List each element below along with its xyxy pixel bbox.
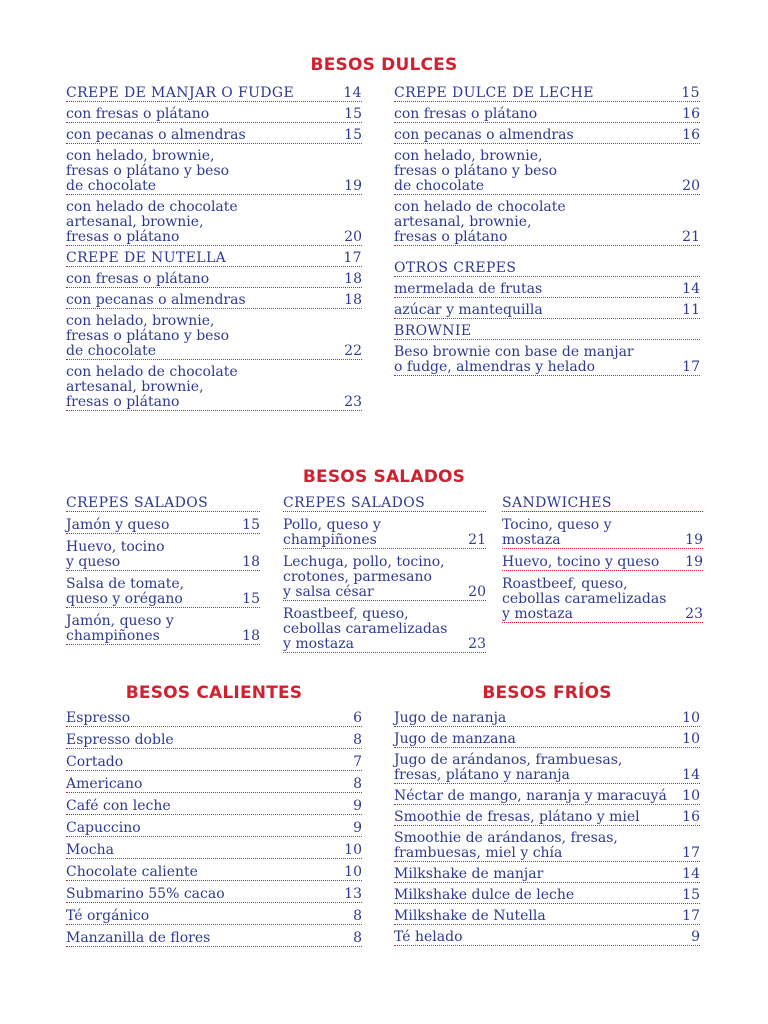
category-name: CREPE DULCE DE LECHE — [394, 85, 594, 101]
item-name: Roastbeef, queso, cebollas caramelizadas y mostaza — [502, 576, 667, 622]
item-name: Milkshake de manjar — [394, 866, 544, 882]
menu-item — [394, 345, 700, 376]
category-name: SANDWICHES — [502, 495, 612, 511]
item-price: 17 — [682, 845, 700, 861]
sandwiches-column — [502, 496, 703, 629]
menu-item — [66, 887, 362, 903]
menu-item — [394, 831, 700, 862]
item-name: con fresas o plátano — [66, 271, 210, 287]
menu-item — [502, 555, 703, 571]
menu-item — [66, 931, 362, 947]
item-price: 11 — [682, 302, 700, 318]
besos-dulces-right-column — [394, 86, 700, 381]
item-name: con helado de chocolate artesanal, brownie, fresas o plátano — [66, 364, 238, 410]
menu-item — [394, 711, 700, 727]
item-name: Smoothie de fresas, plátano y miel — [394, 809, 640, 825]
item-name: Espresso doble — [66, 732, 174, 748]
item-price: 20 — [468, 584, 486, 600]
menu-item — [66, 272, 362, 288]
item-price: 16 — [682, 809, 700, 825]
item-price: 9 — [691, 929, 700, 945]
menu-item — [394, 149, 700, 195]
menu-item — [66, 293, 362, 309]
menu-item — [66, 733, 362, 749]
menu-item — [394, 282, 700, 298]
menu-item — [66, 909, 362, 925]
item-price: 14 — [343, 85, 362, 101]
item-name: Jugo de arándanos, frambuesas, fresas, plátano y naranja — [394, 752, 623, 783]
crepes-salados-column-2 — [283, 496, 486, 659]
category-name: CREPES SALADOS — [66, 495, 209, 511]
item-price: 9 — [353, 798, 362, 814]
category-name: OTROS CREPES — [394, 260, 517, 276]
besos-dulces-left-column — [66, 86, 362, 416]
menu-item — [66, 777, 362, 793]
besos-calientes-list — [66, 711, 362, 953]
item-name: Huevo, tocino y queso — [502, 554, 660, 570]
item-price: 13 — [344, 886, 362, 902]
item-price: 17 — [682, 908, 700, 924]
item-name: Té helado — [394, 929, 463, 945]
item-name: Salsa de tomate, queso y orégano — [66, 576, 185, 607]
item-price: 15 — [242, 517, 260, 533]
menu-item — [394, 107, 700, 123]
item-name: Manzanilla de flores — [66, 930, 211, 946]
item-price: 15 — [344, 106, 362, 122]
item-name: con pecanas o almendras — [394, 127, 574, 143]
item-price: 9 — [353, 820, 362, 836]
menu-item — [66, 200, 362, 246]
item-name: Jugo de naranja — [394, 710, 507, 726]
menu-item — [283, 518, 486, 549]
item-price: 10 — [682, 788, 700, 804]
menu-item — [66, 711, 362, 727]
menu-item — [394, 128, 700, 144]
menu-item — [66, 755, 362, 771]
menu-item — [283, 607, 486, 653]
section-title-besos-frios: BESOS FRÍOS — [482, 683, 612, 703]
item-price: 23 — [344, 394, 362, 410]
item-price: 17 — [343, 250, 362, 266]
item-price: 18 — [344, 292, 362, 308]
item-name: Jugo de manzana — [394, 731, 516, 747]
item-name: Smoothie de arándanos, fresas, frambuesas, miel y chía — [394, 830, 618, 861]
menu-item — [66, 149, 362, 195]
item-price: 16 — [682, 106, 700, 122]
menu-item — [394, 930, 700, 946]
item-name: Submarino 55% cacao — [66, 886, 225, 902]
item-price: 10 — [682, 731, 700, 747]
item-name: Capuccino — [66, 820, 141, 836]
item-name: Milkshake de Nutella — [394, 908, 546, 924]
item-name: con fresas o plátano — [66, 106, 210, 122]
item-name: con helado, brownie, fresas o plátano y beso de chocolate — [66, 313, 230, 359]
item-price: 15 — [344, 127, 362, 143]
item-price: 15 — [681, 85, 700, 101]
item-price: 14 — [682, 866, 700, 882]
item-name: con helado, brownie, fresas o plátano y beso de chocolate — [394, 148, 558, 194]
item-name: Jamón y queso — [66, 517, 170, 533]
item-price: 8 — [353, 732, 362, 748]
item-name: Lechuga, pollo, tocino, crotones, parmesano y salsa césar — [283, 554, 445, 600]
category-header — [283, 496, 486, 512]
category-name: CREPE DE MANJAR O FUDGE — [66, 85, 295, 101]
item-price: 23 — [685, 606, 703, 622]
item-name: Mocha — [66, 842, 114, 858]
item-name: Pollo, queso y champiñones — [283, 517, 381, 548]
menu-item — [394, 810, 700, 826]
item-price: 6 — [353, 710, 362, 726]
item-name: Americano — [66, 776, 143, 792]
item-name: Beso brownie con base de manjar o fudge, almendras y helado — [394, 344, 634, 375]
item-price: 19 — [685, 532, 703, 548]
menu-item — [502, 577, 703, 623]
item-price: 10 — [682, 710, 700, 726]
menu-item — [394, 888, 700, 904]
category-header — [394, 86, 700, 102]
item-price: 7 — [353, 754, 362, 770]
category-header — [394, 324, 700, 340]
menu-item — [66, 614, 260, 645]
item-price: 20 — [344, 229, 362, 245]
item-name: Roastbeef, queso, cebollas caramelizadas y mostaza — [283, 606, 448, 652]
item-price: 15 — [682, 887, 700, 903]
item-price: 8 — [353, 908, 362, 924]
menu-item — [66, 128, 362, 144]
item-price: 19 — [344, 178, 362, 194]
item-name: Huevo, tocino y queso — [66, 539, 165, 570]
item-price: 10 — [344, 864, 362, 880]
item-name: Jamón, queso y champiñones — [66, 613, 174, 644]
item-name: con helado de chocolate artesanal, brownie, fresas o plátano — [66, 199, 238, 245]
section-title-besos-calientes: BESOS CALIENTES — [125, 683, 303, 703]
category-header — [66, 496, 260, 512]
item-price: 8 — [353, 776, 362, 792]
item-name: Té orgánico — [66, 908, 150, 924]
item-price: 10 — [344, 842, 362, 858]
item-name: con pecanas o almendras — [66, 127, 246, 143]
menu-item — [394, 909, 700, 925]
menu-item — [66, 314, 362, 360]
besos-frios-list — [394, 711, 700, 951]
section-title-besos-salados: BESOS SALADOS — [302, 467, 466, 487]
menu-item — [66, 865, 362, 881]
item-price: 17 — [682, 359, 700, 375]
menu-item — [66, 365, 362, 411]
section-title-besos-dulces: BESOS DULCES — [310, 55, 458, 75]
item-name: Chocolate caliente — [66, 864, 198, 880]
item-name: Café con leche — [66, 798, 171, 814]
category-header — [66, 86, 362, 102]
category-header — [502, 496, 703, 512]
item-price: 19 — [685, 554, 703, 570]
menu-item — [66, 821, 362, 837]
item-name: Néctar de mango, naranja y maracuyá — [394, 788, 667, 804]
item-name: Tocino, queso y mostaza — [502, 517, 612, 548]
menu-item — [394, 753, 700, 784]
item-name: mermelada de frutas — [394, 281, 543, 297]
item-name: Espresso — [66, 710, 131, 726]
menu-item — [66, 518, 260, 534]
category-name: CREPE DE NUTELLA — [66, 250, 227, 266]
item-price: 22 — [344, 343, 362, 359]
menu-item — [66, 540, 260, 571]
item-name: azúcar y mantequilla — [394, 302, 543, 318]
item-price: 14 — [682, 281, 700, 297]
item-price: 8 — [353, 930, 362, 946]
menu-item — [394, 200, 700, 246]
menu-item — [66, 107, 362, 123]
item-price: 21 — [682, 229, 700, 245]
item-price: 16 — [682, 127, 700, 143]
item-name: Cortado — [66, 754, 124, 770]
menu-item — [394, 303, 700, 319]
menu-item — [394, 867, 700, 883]
item-name: Milkshake dulce de leche — [394, 887, 575, 903]
item-name: con helado, brownie, fresas o plátano y beso de chocolate — [66, 148, 230, 194]
category-name: CREPES SALADOS — [283, 495, 426, 511]
item-price: 20 — [682, 178, 700, 194]
menu-item — [394, 789, 700, 805]
menu-item — [66, 799, 362, 815]
item-price: 18 — [242, 554, 260, 570]
item-price: 15 — [242, 591, 260, 607]
item-name: con fresas o plátano — [394, 106, 538, 122]
item-price: 23 — [468, 636, 486, 652]
menu-item — [502, 518, 703, 549]
menu-item — [66, 577, 260, 608]
category-name: BROWNIE — [394, 323, 472, 339]
category-header — [66, 251, 362, 267]
item-name: con helado de chocolate artesanal, brownie, fresas o plátano — [394, 199, 566, 245]
menu-item — [66, 843, 362, 859]
menu-item — [394, 732, 700, 748]
item-price: 18 — [344, 271, 362, 287]
item-price: 14 — [682, 767, 700, 783]
menu-item — [283, 555, 486, 601]
category-header — [394, 261, 700, 277]
crepes-salados-column-1 — [66, 496, 260, 651]
item-name: con pecanas o almendras — [66, 292, 246, 308]
item-price: 18 — [242, 628, 260, 644]
item-price: 21 — [468, 532, 486, 548]
